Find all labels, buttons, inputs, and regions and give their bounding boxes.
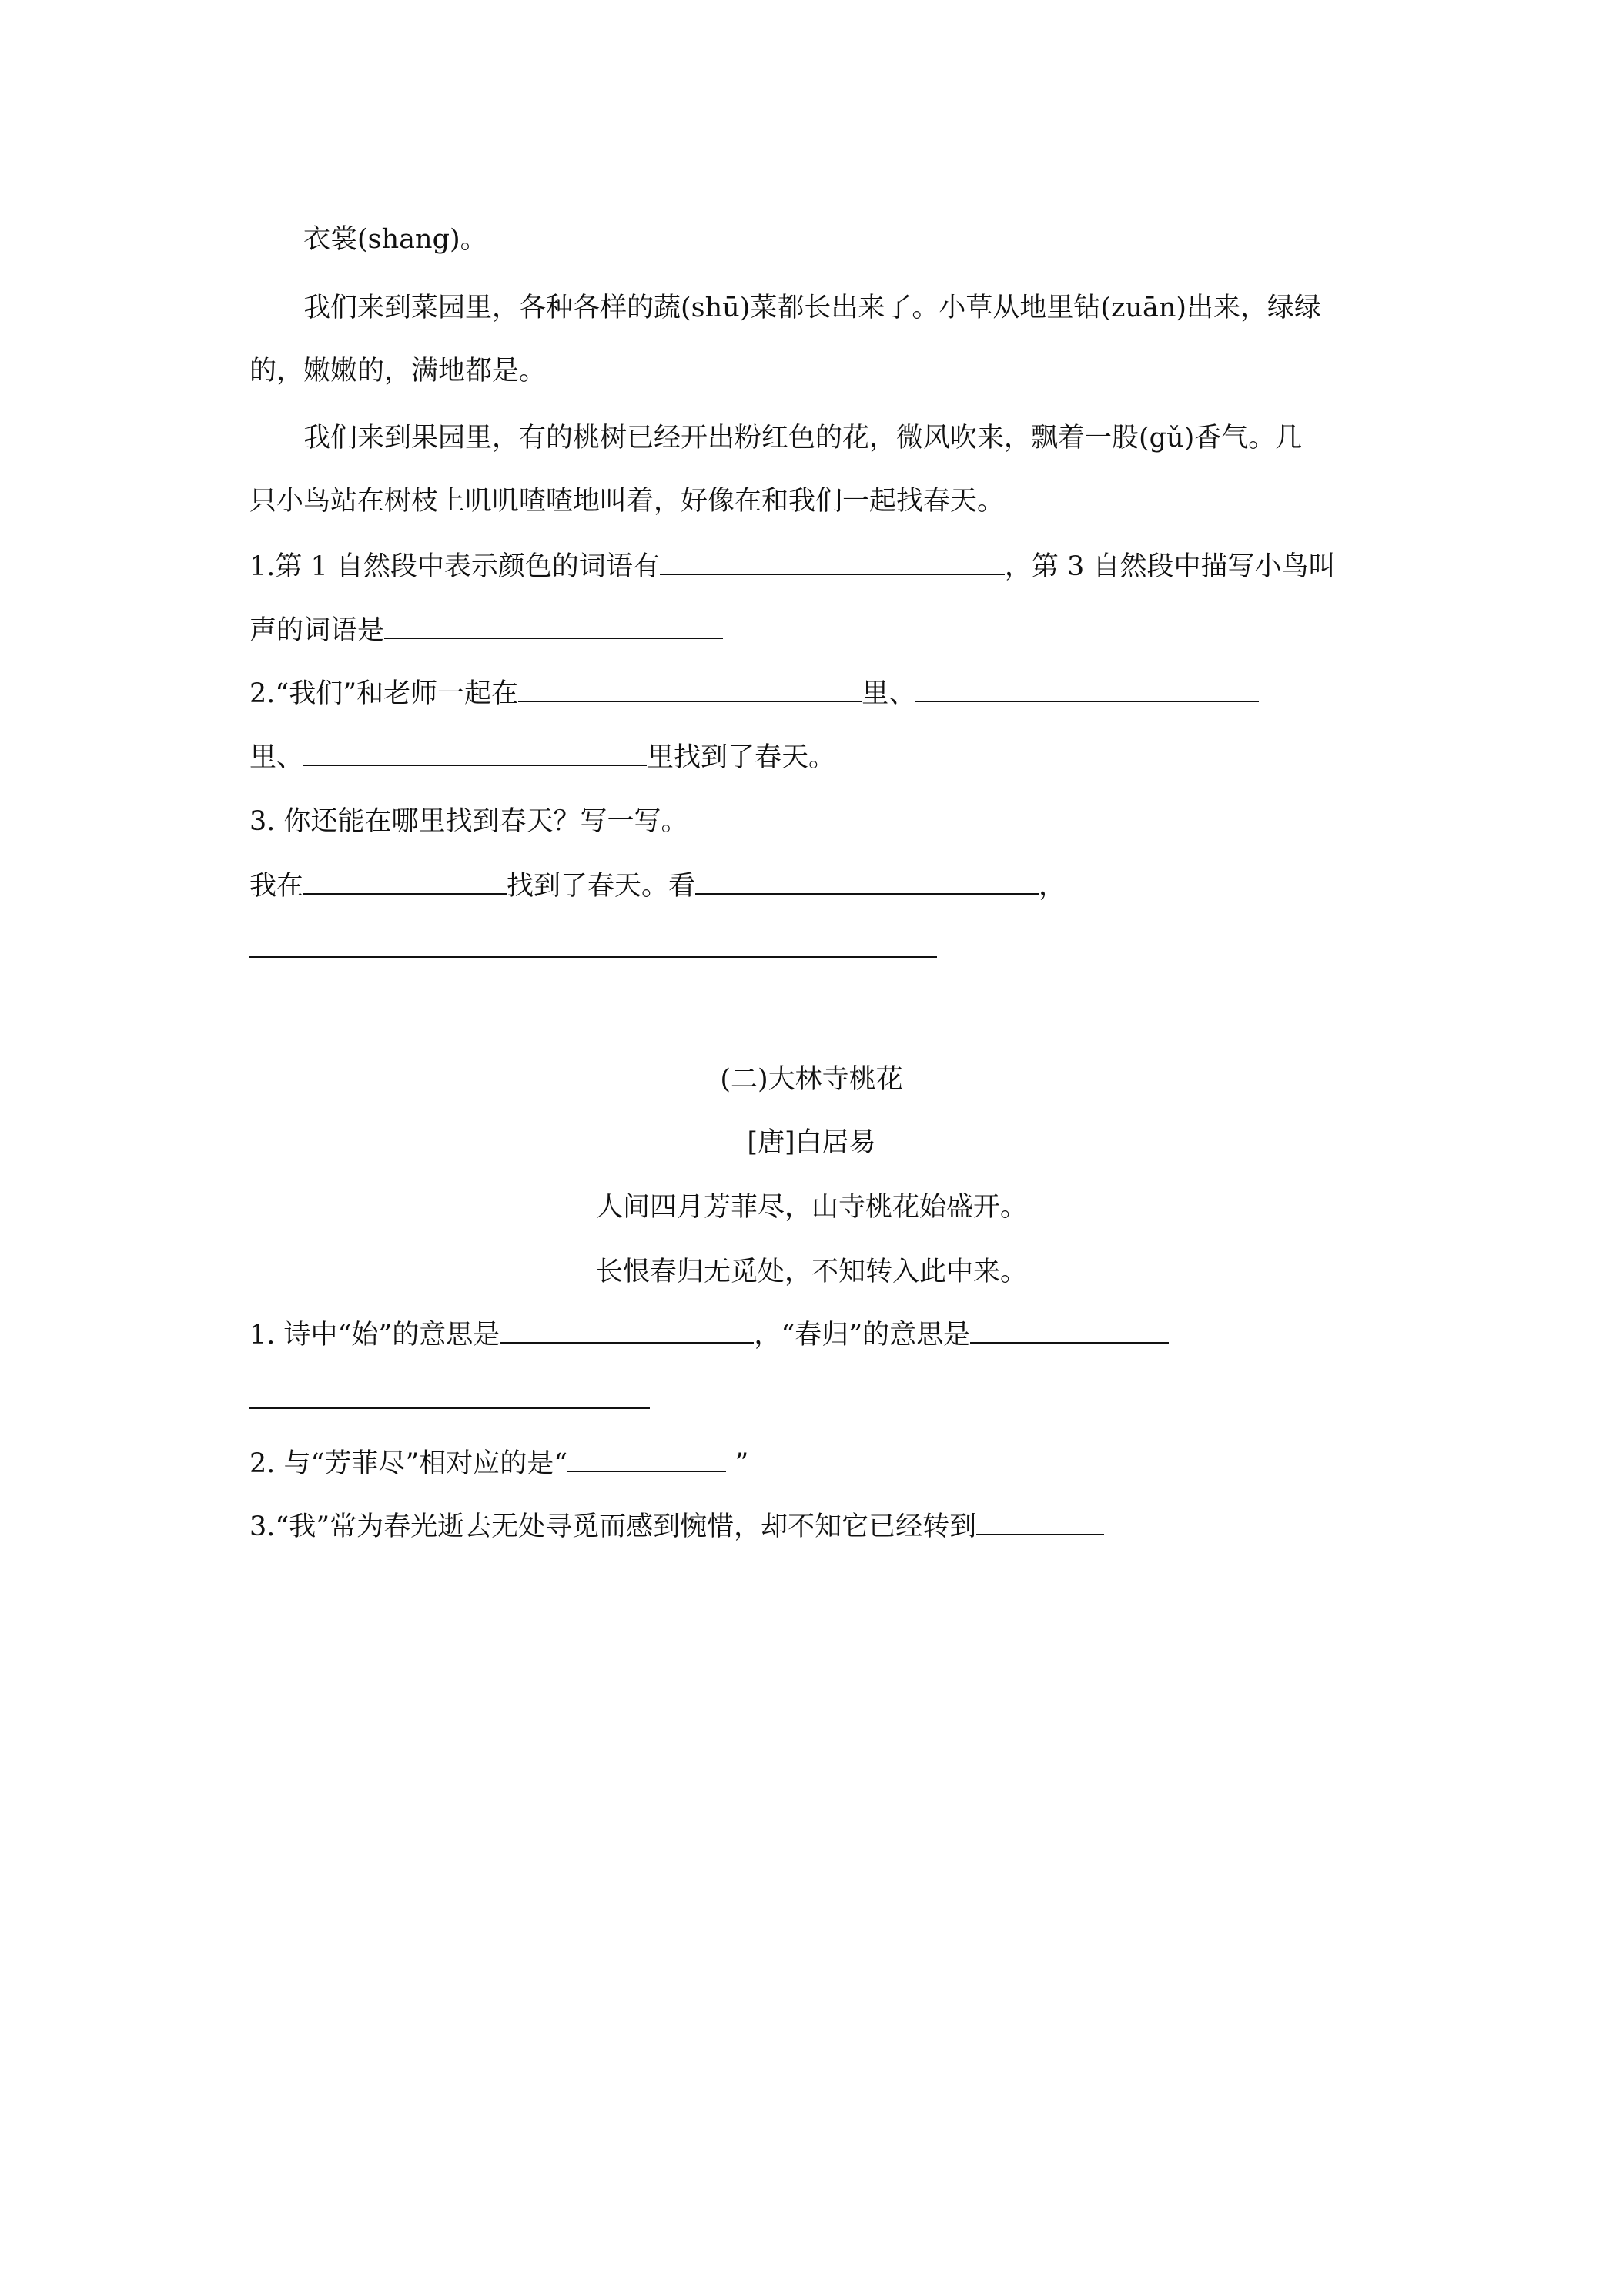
question-3-answer-line	[249, 930, 937, 967]
answer-blank[interactable]	[500, 1316, 754, 1344]
passage-paragraph-3-line-2	[249, 483, 1004, 520]
question-text: 1.第 1 自然段中表示颜色的词语有	[249, 551, 660, 582]
question-text: 里找到了春天。	[647, 742, 836, 773]
question-3-fill-line	[249, 867, 1066, 904]
question-text: 1. 诗中“始”的意思是	[249, 1320, 500, 1350]
question-text: 2. 与“芳菲尽”相对应的是“	[249, 1448, 568, 1479]
passage-text: 衣裳(shang)。	[303, 224, 487, 255]
poem-question-3	[249, 1508, 1104, 1545]
passage-text: 只小鸟站在树枝上叽叽喳喳地叫着，好像在和我们一起找春天。	[249, 486, 1005, 517]
answer-blank[interactable]	[518, 674, 862, 702]
question-text: 里、	[249, 742, 304, 773]
question-2-line-2	[249, 738, 835, 775]
passage-continuation	[303, 221, 487, 258]
poem-author-text: [唐]白居易	[747, 1127, 876, 1158]
answer-blank[interactable]	[695, 867, 1039, 895]
answer-blank[interactable]	[567, 1444, 726, 1472]
question-1-line-2	[249, 611, 723, 648]
question-2-line-1	[249, 674, 1259, 711]
poem-title-text: (二)大林寺桃花	[720, 1064, 903, 1095]
question-text: ，第 3 自然段中描写小鸟叫	[1004, 551, 1336, 582]
poem-line-1	[0, 1189, 1623, 1226]
answer-blank[interactable]	[303, 738, 647, 766]
poem-text: 人间四月芳菲尽，山寺桃花始盛开。	[595, 1192, 1027, 1223]
answer-blank[interactable]	[249, 1381, 650, 1409]
poem-title	[0, 1061, 1623, 1098]
answer-blank[interactable]	[915, 674, 1259, 702]
question-3	[249, 803, 688, 840]
answer-blank[interactable]	[303, 867, 507, 895]
question-1-line-1	[249, 547, 1335, 584]
answer-blank[interactable]	[384, 611, 723, 639]
poem-author	[0, 1124, 1623, 1161]
question-text: 里、	[862, 678, 916, 709]
question-text: ，	[1039, 871, 1066, 902]
poem-line-2	[0, 1253, 1623, 1290]
poem-question-2	[249, 1444, 748, 1481]
passage-paragraph-2-line-1	[303, 290, 1321, 326]
poem-text: 长恨春归无觅处，不知转入此中来。	[595, 1257, 1027, 1287]
question-text: 我在	[249, 871, 304, 902]
passage-paragraph-2-line-2	[249, 353, 546, 390]
question-text: ，“春归”的意思是	[754, 1320, 971, 1350]
passage-paragraph-3-line-1	[303, 420, 1302, 457]
passage-text: 我们来到果园里，有的桃树已经开出粉红色的花，微风吹来，飘着一股(gǔ)香气。几	[303, 423, 1303, 454]
poem-question-1-line-2	[249, 1381, 650, 1418]
question-text: 声的词语是	[249, 615, 385, 646]
question-text: 2.“我们”和老师一起在	[249, 678, 519, 709]
answer-blank[interactable]	[660, 547, 1005, 575]
answer-blank[interactable]	[976, 1508, 1104, 1535]
answer-blank[interactable]	[970, 1316, 1169, 1344]
question-text: ”	[726, 1448, 749, 1479]
passage-text: 的，嫩嫩的，满地都是。	[249, 356, 547, 387]
passage-text: 我们来到菜园里，各种各样的蔬(shū)菜都长出来了。小草从地里钻(zuān)出来，绿绿	[303, 293, 1322, 323]
question-text: 3. 你还能在哪里找到春天？写一写。	[249, 806, 688, 837]
question-text: 3.“我”常为春光逝去无处寻觅而感到惋惜，却不知它已经转到	[249, 1511, 977, 1542]
answer-blank[interactable]	[249, 930, 937, 958]
poem-question-1-line-1	[249, 1316, 1169, 1353]
question-text: 找到了春天。看	[507, 871, 696, 902]
